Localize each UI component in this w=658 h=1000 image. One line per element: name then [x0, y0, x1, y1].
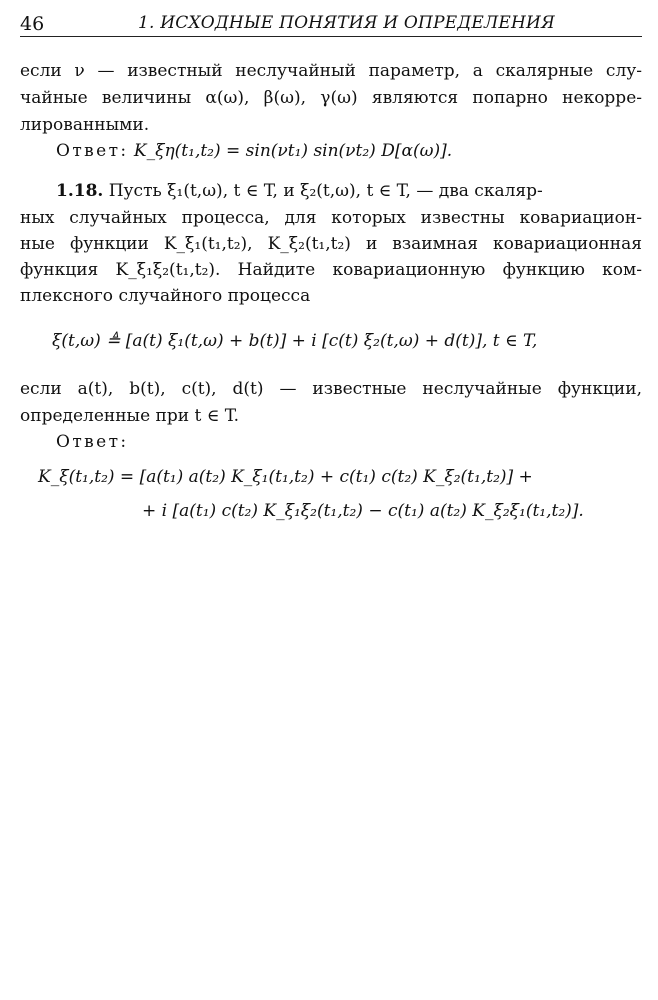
running-head [20, 12, 642, 36]
paragraph-1-line-2: чайные величины α(ω), β(ω), γ(ω) являются попарно некорре- [20, 88, 642, 108]
answer-2-line-2: + i [a(t₁) c(t₂) K_ξ₁ξ₂(t₁,t₂) − c(t₁) a(t₂) K_ξ₂ξ₁(t₁,t₂)]. [142, 501, 584, 521]
answer-1-label: Ответ: [56, 141, 129, 161]
paragraph-2-line-4: функция K_ξ₁ξ₂(t₁,t₂). Найдите ковариационную функцию ком- [20, 260, 642, 280]
answer-1-formula: K_ξη(t₁,t₂) = sin(νt₁) sin(νt₂) D[α(ω)]. [133, 141, 453, 161]
answer-2-label: Ответ: [56, 432, 129, 452]
paragraph-2-line-3: ные функции K_ξ₁(t₁,t₂), K_ξ₂(t₁,t₂) и взаимная ковариационная [20, 234, 642, 254]
header-rule [20, 36, 642, 37]
paragraph-3-line-2: определенные при t ∈ T. [20, 406, 239, 426]
chapter-title: 1. ИСХОДНЫЕ ПОНЯТИЯ И ОПРЕДЕЛЕНИЯ [138, 13, 555, 33]
paragraph-2-line-1-text: Пусть ξ₁(t,ω), t ∈ T, и ξ₂(t,ω), t ∈ T, — два скаляр- [108, 181, 543, 201]
paragraph-2-line-1 [56, 180, 642, 202]
display-equation: ξ(t,ω) ≜ [a(t) ξ₁(t,ω) + b(t)] + i [c(t) ξ₂(t,ω) + d(t)], t ∈ T, [52, 331, 538, 351]
paragraph-2-line-5: плексного случайного процесса [20, 286, 311, 306]
paragraph-1-line-1: если ν — известный неслучайный параметр, а скалярные слу- [20, 61, 642, 81]
paragraph-3-line-1: если a(t), b(t), c(t), d(t) — известные неслучайные функции, [20, 379, 642, 399]
problem-number: 1.18. [56, 181, 104, 201]
answer-1 [56, 140, 642, 162]
answer-2-line-1: K_ξ(t₁,t₂) = [a(t₁) a(t₂) K_ξ₁(t₁,t₂) + c(t₁) c(t₂) K_ξ₂(t₁,t₂)] + [38, 467, 533, 487]
paragraph-1-line-3: лированными. [20, 115, 150, 135]
paragraph-2-line-2: ных случайных процесса, для которых известны ковариацион- [20, 208, 642, 228]
page-number: 46 [20, 13, 45, 35]
